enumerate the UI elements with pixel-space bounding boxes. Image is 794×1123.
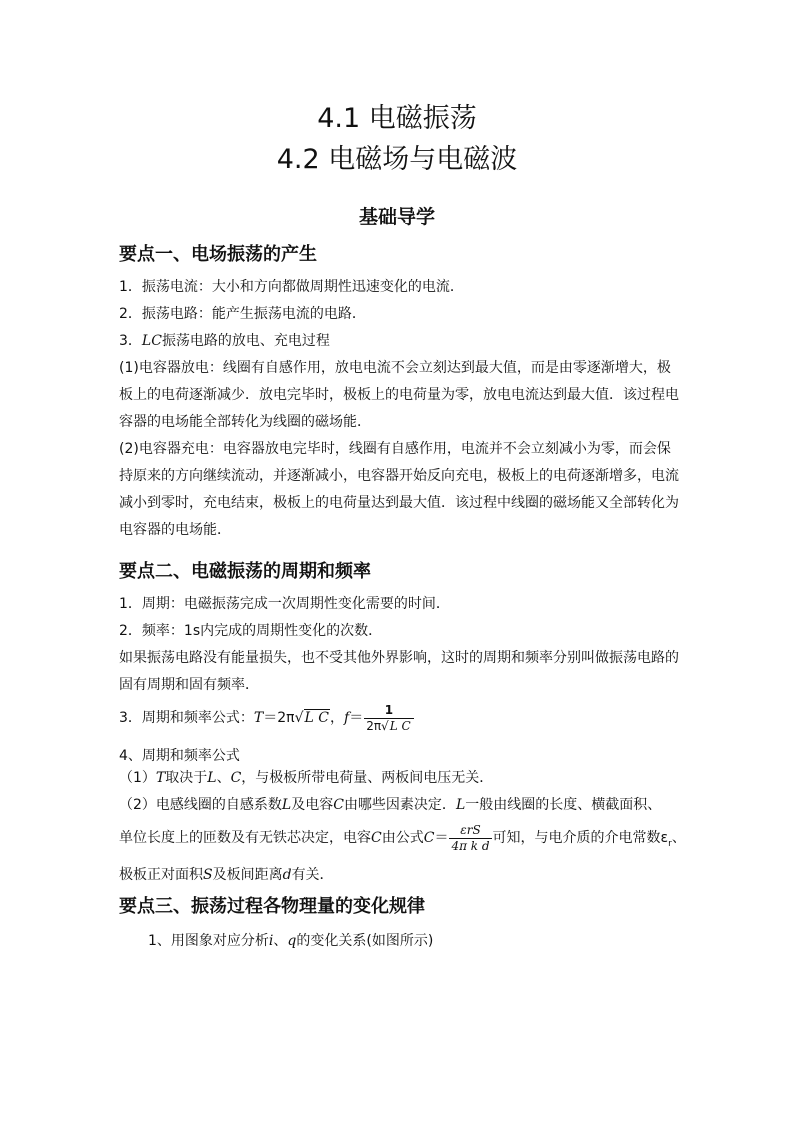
section1-para2-line4: 电容器的电场能． bbox=[119, 522, 231, 538]
section1-item2: 2．振荡电路：能产生振荡电流的电路． bbox=[119, 306, 366, 322]
section1-para2-line1: (2)电容器充电：电容器放电完毕时，线圈有自感作用，电流并不会立刻减小为零，而会保 bbox=[119, 441, 671, 457]
lc-symbol: LC bbox=[141, 333, 162, 349]
section1-heading: 要点一、电场振荡的产生 bbox=[119, 244, 317, 265]
section1-item3: 3．LC振荡电路的放电、充电过程 bbox=[119, 333, 330, 349]
section3-heading: 要点三、振荡过程各物理量的变化规律 bbox=[119, 896, 425, 917]
section1-para1-line1: (1)电容器放电：线圈有自感作用，放电电流不会立刻达到最大值，而是由零逐渐增大，极 bbox=[119, 360, 671, 376]
section2-item3-formula: 3．周期和频率公式：T＝2π√L C，f＝ $\frac{1}{\text{2π√L C}}$ bbox=[119, 700, 415, 736]
section2-heading: 要点二、电磁振荡的周期和频率 bbox=[119, 561, 371, 582]
section1-para2-line3: 减小到零时，充电结束，极板上的电荷量达到最大值．该过程中线圈的磁场能又全部转化为 bbox=[119, 495, 679, 511]
section2-item1: 1．周期：电磁振荡完成一次周期性变化需要的时间． bbox=[119, 596, 450, 612]
section1-para1-line2: 板上的电荷逐渐减少．放电完毕时，极板上的电荷量为零，放电电流达到最大值．该过程电 bbox=[119, 387, 679, 403]
capacitance-fraction: $\frac{\text{εrS}}{\text{4π k d}}$ bbox=[451, 822, 490, 853]
section2-para-line2: 固有周期和固有频率． bbox=[119, 677, 259, 693]
title-line-1: 4.1 电磁振荡 bbox=[317, 103, 477, 134]
section2-sub1: （1）T取决于L、C，与极板所带电荷量、两板间电压无关． bbox=[119, 770, 494, 786]
section2-sub2-line2: 单位长度上的匝数及有无铁芯决定，电容C由公式C＝ $\frac{\text{εrS}}{\text{4π k d}}$ 可知，与电介质的介电常数$\varepsilon_r$、 bbox=[119, 822, 686, 853]
section-subtitle: 基础导学 bbox=[358, 206, 435, 228]
sqrt-symbol: √ bbox=[294, 710, 304, 726]
section1-item1: 1．振荡电流：大小和方向都做周期性迅速变化的电流． bbox=[119, 279, 464, 295]
title-line-2: 4.2 电磁场与电磁波 bbox=[276, 144, 518, 175]
section2-sub2-line1: （2）电感线圈的自感系数L及电容C由哪些因素决定．L一般由线圈的长度、横截面积、 bbox=[119, 797, 662, 813]
section3-item1: 1、用图象对应分析i、q的变化关系(如图所示) bbox=[148, 933, 434, 949]
section2-sub2-line3: 极板正对面积S及板间距离d有关． bbox=[119, 867, 334, 883]
frequency-fraction: $\frac{1}{\text{2π√L C}}$ bbox=[364, 703, 413, 734]
section2-item4: 4、周期和频率公式 bbox=[119, 748, 240, 764]
section1-para1-line3: 容器的电场能全部转化为线圈的磁场能． bbox=[119, 414, 371, 430]
section1-para2-line2: 持原来的方向继续流动，并逐渐减小，电容器开始反向充电，极板上的电荷逐渐增多，电流 bbox=[119, 468, 679, 484]
section2-item2: 2．频率：1s内完成的周期性变化的次数． bbox=[119, 623, 383, 639]
section2-para-line1: 如果振荡电路没有能量损失，也不受其他外界影响，这时的周期和频率分别叫做振荡电路的 bbox=[119, 650, 679, 666]
